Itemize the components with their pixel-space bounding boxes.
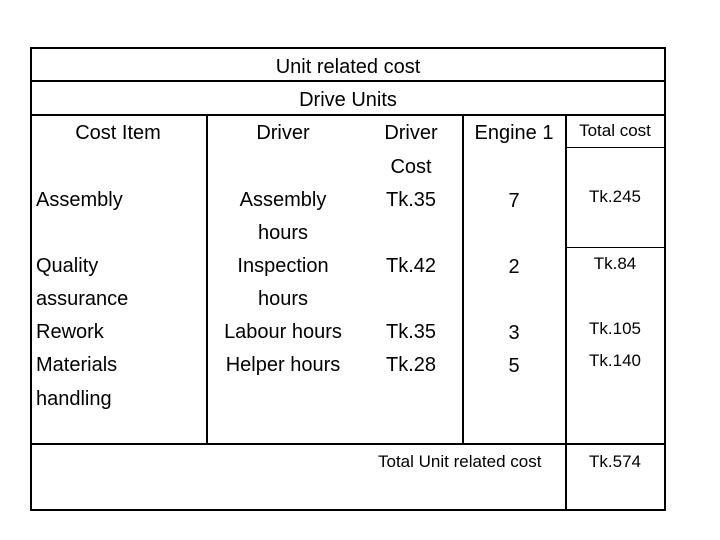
row-quality-item-line2: assurance [36, 288, 129, 310]
row-assembly-driver-line2: hours [257, 222, 309, 244]
row-quality-units: 2 [508, 256, 520, 278]
header-engine: Engine 1 [474, 122, 554, 144]
row-assembly-cost: Tk.35 [385, 189, 437, 211]
col-divider-3 [565, 114, 567, 510]
row-materials-item-line1: Materials [36, 354, 118, 376]
row-materials-item-line2: handling [36, 388, 112, 410]
row-materials-driver: Helper hours [225, 354, 341, 376]
border-right [664, 47, 666, 511]
table-title: Unit related cost [275, 56, 421, 78]
rule-above-footer [30, 443, 666, 445]
rule-below-title [30, 80, 666, 82]
row-materials-units: 5 [508, 355, 520, 377]
row-quality-total: Tk.84 [593, 254, 637, 273]
row-materials-cost: Tk.28 [385, 354, 437, 376]
table-subtitle: Drive Units [299, 89, 397, 111]
row-materials-total: Tk.140 [589, 351, 641, 370]
row-rework-units: 3 [508, 322, 520, 344]
footer-total-label: Total Unit related cost [378, 452, 542, 471]
row-assembly-units: 7 [508, 190, 520, 212]
row-quality-driver-line1: Inspection [237, 255, 329, 277]
row-assembly-driver-line1: Assembly [239, 189, 327, 211]
row-quality-cost: Tk.42 [385, 255, 437, 277]
row-rework-total: Tk.105 [589, 319, 641, 338]
row-rework-cost: Tk.35 [385, 321, 437, 343]
row-rework-item: Rework [36, 321, 104, 343]
border-top [30, 47, 666, 49]
col-divider-1 [206, 114, 208, 444]
border-bottom [30, 509, 666, 511]
row-assembly-total: Tk.245 [589, 187, 641, 206]
border-left [30, 47, 32, 511]
row-quality-item-line1: Quality [36, 255, 99, 277]
rule-after-assembly-right [565, 247, 666, 248]
rule-below-subtitle [30, 114, 666, 116]
row-rework-driver: Labour hours [224, 321, 342, 343]
col-divider-2 [462, 114, 464, 444]
footer-total-value: Tk.574 [589, 452, 641, 471]
header-driver: Driver [256, 122, 310, 144]
rule-header-right [565, 147, 666, 148]
header-total-cost: Total cost [579, 121, 651, 140]
row-assembly-item: Assembly [36, 189, 123, 211]
header-driver-cost-line2: Cost [390, 156, 432, 178]
row-quality-driver-line2: hours [257, 288, 309, 310]
header-driver-cost-line1: Driver [384, 122, 438, 144]
header-cost-item: Cost Item [75, 122, 161, 144]
